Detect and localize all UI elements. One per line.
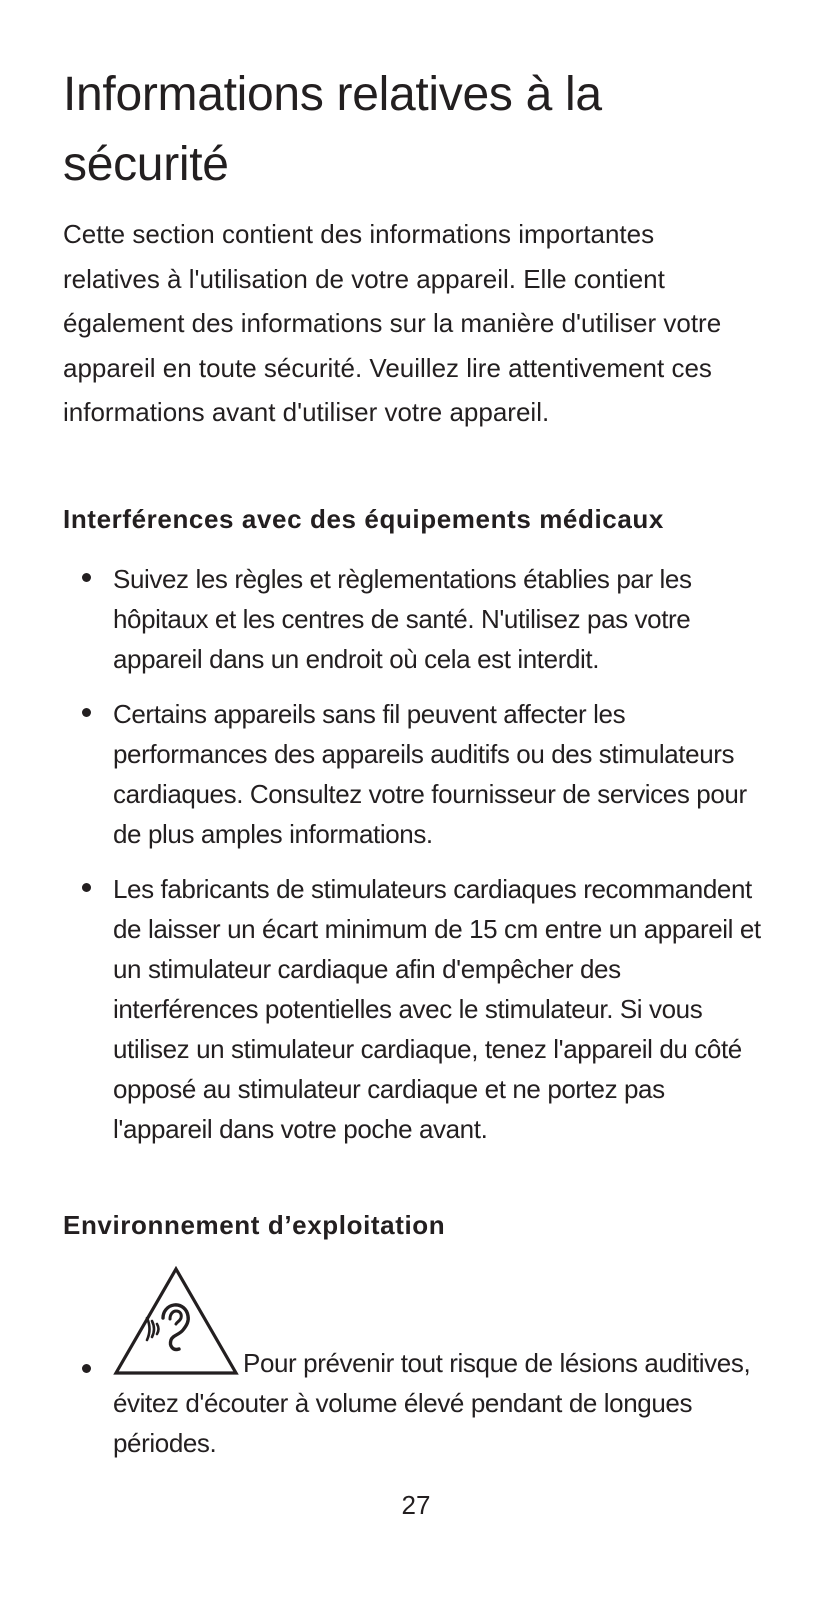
list-item [63, 694, 763, 854]
list-item [63, 869, 763, 1149]
medical-interference-list [63, 559, 763, 1164]
section-heading-operating-environment: Environnement d’exploitation [63, 1210, 446, 1240]
list-item-text: Suivez les règles et règlementations établies par les hôpitaux et les centres de santé. N'utilisez pas votre appareil dans un endroit où cela est interdit. [113, 564, 692, 674]
intro-paragraph: Cette section contient des informations importantes relatives à l'utilisation de votre appareil. Elle contient également des informations sur la manière d'utiliser votre appareil en toute sécurité. Veuillez lire attentivement ces informations avant d'utiliser votre appareil. [63, 219, 722, 427]
list-item-text: Certains appareils sans fil peuvent affecter les performances des appareils auditifs ou des stimulateurs cardiaques. Consultez votre fournisseur de services pour de plus amples informations. [113, 699, 747, 849]
list-item-text: Pour prévenir tout risque de lésions auditives, évitez d'écouter à volume élevé pendant de longues périodes. [113, 1348, 751, 1458]
bullet-icon [82, 573, 91, 582]
page-number: 27 [401, 1490, 431, 1520]
list-item [63, 559, 763, 679]
operating-environment-list [63, 1266, 763, 1463]
list-item [63, 1266, 763, 1463]
page-title: Informations relatives à la sécurité [63, 68, 602, 191]
bullet-icon [82, 883, 91, 892]
section-heading-medical-interference: Interférences avec des équipements médicaux [63, 504, 664, 534]
hearing-damage-warning-icon [113, 1266, 239, 1376]
bullet-icon [82, 708, 91, 717]
bullet-icon [82, 1364, 91, 1373]
list-item-text: Les fabricants de stimulateurs cardiaques recommandent de laisser un écart minimum de 15 cm entre un appareil et un stimulateur cardiaque afin d'empêcher des interférences potentielles avec le stimulateur. Si vous utilisez un stimulateur cardiaque, tenez l'appareil du côté opposé au stimulateur cardiaque et ne portez pas l'appareil dans votre poche avant. [113, 874, 761, 1144]
